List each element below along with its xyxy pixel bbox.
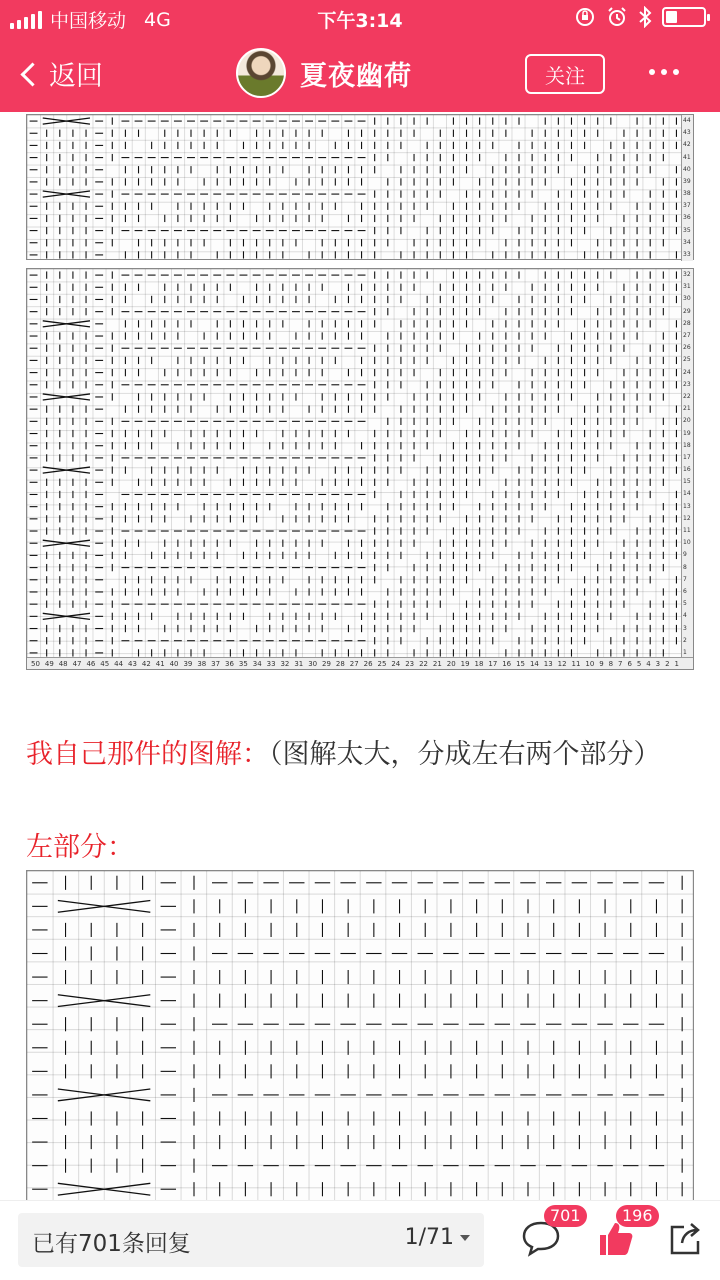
row-number: 32 xyxy=(683,271,691,279)
row-number: 43 xyxy=(683,129,691,137)
row-number: 42 xyxy=(683,141,691,149)
column-number: 39 xyxy=(183,659,193,668)
column-number: 12 xyxy=(557,659,567,668)
row-number: 6 xyxy=(683,587,687,595)
row-number: 35 xyxy=(683,226,691,234)
column-number: 35 xyxy=(238,659,248,668)
row-number: 11 xyxy=(683,527,691,535)
column-number: 34 xyxy=(252,659,262,668)
row-number: 44 xyxy=(683,117,691,125)
column-number: 46 xyxy=(86,659,96,668)
row-number: 33 xyxy=(683,250,691,258)
row-number: 31 xyxy=(683,283,691,291)
column-number: 23 xyxy=(405,659,415,668)
alarm-icon xyxy=(606,6,628,28)
row-number: 15 xyxy=(683,478,691,486)
column-number: 40 xyxy=(169,659,179,668)
column-number: 16 xyxy=(502,659,512,668)
row-number: 5 xyxy=(683,600,687,608)
row-number: 30 xyxy=(683,295,691,303)
column-number: 36 xyxy=(225,659,234,668)
column-number: 27 xyxy=(349,659,359,668)
column-number: 15 xyxy=(516,659,525,668)
column-number: 6 xyxy=(627,659,632,668)
post-paragraph xyxy=(26,734,702,776)
back-button[interactable] xyxy=(24,54,103,93)
column-number: 8 xyxy=(608,659,614,668)
status-bar xyxy=(0,0,720,36)
post-heading: 我自己那件的图解： xyxy=(26,739,269,770)
follow-button[interactable]: 关注 xyxy=(525,54,605,94)
back-label: 返回 xyxy=(49,61,103,92)
column-number: 4 xyxy=(646,659,651,668)
knitting-chart-top xyxy=(26,114,694,260)
reply-input[interactable] xyxy=(18,1213,484,1267)
column-number: 3 xyxy=(655,659,661,668)
row-number: 23 xyxy=(683,380,691,388)
section-label: 左部分： xyxy=(26,832,134,863)
column-number: 50 xyxy=(31,659,40,668)
row-number: 18 xyxy=(683,441,691,449)
column-number: 21 xyxy=(432,659,442,668)
column-number: 25 xyxy=(377,659,387,668)
column-number: 17 xyxy=(488,659,498,668)
column-number: 7 xyxy=(618,659,623,668)
more-options-icon[interactable] xyxy=(640,58,688,86)
row-number: 2 xyxy=(683,636,687,644)
column-number: 5 xyxy=(636,659,642,668)
row-number: 38 xyxy=(683,190,691,198)
row-number: 37 xyxy=(683,202,691,210)
column-number: 18 xyxy=(474,659,484,668)
column-number: 13 xyxy=(543,659,553,668)
orientation-lock-icon xyxy=(574,6,596,28)
page-title: 夏夜幽荷 xyxy=(300,60,412,92)
column-number: 48 xyxy=(58,659,68,668)
row-number: 34 xyxy=(683,238,691,246)
post-content[interactable] xyxy=(0,112,720,1200)
row-number: 22 xyxy=(683,392,691,400)
column-number: 24 xyxy=(391,659,401,668)
row-number: 13 xyxy=(683,502,691,510)
column-number: 19 xyxy=(460,659,470,668)
reply-summary: 已有701条回复 xyxy=(32,1231,191,1257)
comment-button[interactable] xyxy=(518,1206,581,1265)
page-selector[interactable] xyxy=(405,1225,470,1250)
row-number: 25 xyxy=(683,356,691,364)
column-number: 33 xyxy=(266,659,276,668)
carrier-label: 中国移动 xyxy=(50,10,127,32)
row-number: 14 xyxy=(683,490,691,498)
column-number: 1 xyxy=(674,659,679,668)
row-number: 8 xyxy=(683,563,687,571)
column-number: 29 xyxy=(322,659,331,668)
column-number: 42 xyxy=(141,659,151,668)
knitting-chart-middle xyxy=(26,268,694,670)
column-number: 26 xyxy=(363,659,373,668)
column-number: 31 xyxy=(294,659,304,668)
row-number: 1 xyxy=(683,648,687,656)
row-number: 26 xyxy=(683,344,691,352)
row-number: 9 xyxy=(683,551,687,559)
row-number: 24 xyxy=(683,368,691,376)
row-number: 12 xyxy=(683,514,691,522)
share-button[interactable] xyxy=(664,1215,714,1265)
clock: 下午3:14 xyxy=(317,10,403,32)
column-number: 41 xyxy=(155,659,165,668)
row-number: 10 xyxy=(683,539,691,547)
row-number: 28 xyxy=(683,319,691,327)
comment-count-badge: 701 xyxy=(544,1205,587,1227)
bottom-bar xyxy=(0,1200,720,1280)
share-icon xyxy=(664,1215,704,1261)
caret-down-icon xyxy=(460,1235,470,1241)
row-number: 41 xyxy=(683,153,691,161)
chevron-left-icon xyxy=(20,62,44,86)
column-number: 20 xyxy=(446,659,456,668)
column-number: 11 xyxy=(571,659,581,668)
column-numbers xyxy=(27,657,693,669)
like-button[interactable] xyxy=(592,1206,653,1265)
column-number: 10 xyxy=(585,659,595,668)
knitting-chart-left-part xyxy=(26,870,694,1200)
row-number: 27 xyxy=(683,332,691,340)
row-number: 36 xyxy=(683,214,691,222)
page-indicator: 1/71 xyxy=(404,1225,454,1250)
row-number: 19 xyxy=(683,429,691,437)
column-number: 28 xyxy=(335,659,345,668)
status-right xyxy=(574,6,706,28)
column-number: 22 xyxy=(419,659,428,668)
column-number: 37 xyxy=(211,659,221,668)
bluetooth-icon xyxy=(638,6,652,28)
column-number: 9 xyxy=(599,659,604,668)
row-number: 39 xyxy=(683,177,691,185)
row-number: 40 xyxy=(683,165,691,173)
column-number: 44 xyxy=(114,659,124,668)
author-header[interactable] xyxy=(236,48,412,98)
column-number: 14 xyxy=(529,659,539,668)
row-number: 21 xyxy=(683,405,691,413)
nav-bar xyxy=(0,36,720,112)
row-number: 4 xyxy=(683,612,687,620)
battery-icon xyxy=(662,7,706,27)
column-number: 47 xyxy=(72,659,82,668)
row-numbers-top xyxy=(681,115,693,261)
row-number: 29 xyxy=(683,307,691,315)
battery-level xyxy=(666,11,677,23)
like-count-badge: 196 xyxy=(616,1205,659,1227)
column-number: 30 xyxy=(308,659,318,668)
row-number: 17 xyxy=(683,453,691,461)
row-number: 3 xyxy=(683,624,687,632)
column-number: 38 xyxy=(197,659,207,668)
row-number: 16 xyxy=(683,466,691,474)
column-number: 2 xyxy=(665,659,670,668)
column-number: 49 xyxy=(44,659,54,668)
column-number: 45 xyxy=(100,659,110,668)
row-number: 7 xyxy=(683,575,687,583)
column-number: 32 xyxy=(280,659,290,668)
network-label: 4G xyxy=(144,8,171,31)
row-number: 20 xyxy=(683,417,691,425)
post-heading-note: （图解太大，分成左右两个部分） xyxy=(269,739,661,770)
avatar[interactable] xyxy=(236,48,286,98)
row-numbers-middle xyxy=(681,269,693,659)
column-number: 43 xyxy=(128,659,137,668)
